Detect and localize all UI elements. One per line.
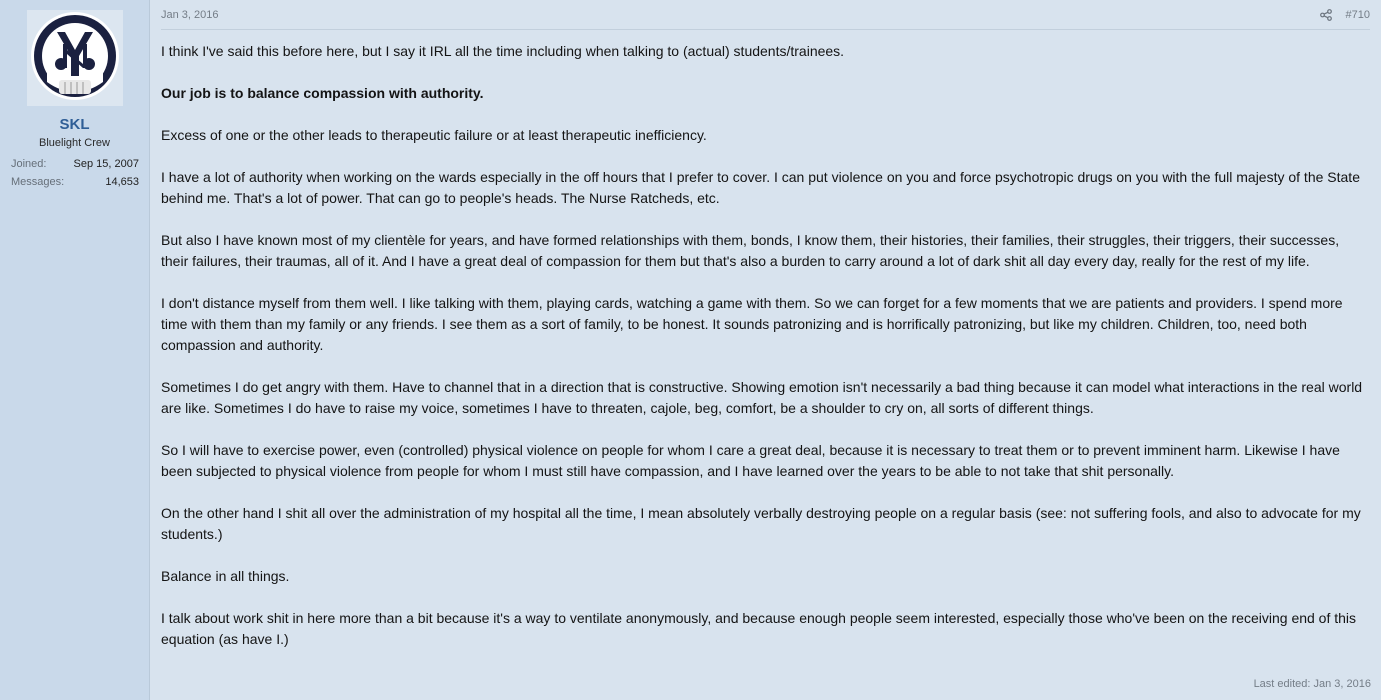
post-number-link[interactable]: #710 (1345, 8, 1370, 21)
post-header-actions (1320, 9, 1370, 21)
post-paragraph: I talk about work shit in here more than a bit because it's a way to ventilate anonymously, and because enough people seem interested, especially those who've been on the receiving end of this equation (as have I.) (161, 610, 1357, 647)
post-paragraph: So I will have to exercise power, even (controlled) physical violence on people for whom I care a great deal, because it is necessary to treat them or to prevent imminent harm. Likewise I have been subjected to physical violence from people for whom I must still have compassion, and I have learned over the years to be able to not take that shit personally. (161, 442, 1340, 479)
post-body (161, 30, 1370, 650)
post-paragraph: I think I've said this before here, but I say it IRL all the time including when talking to (actual) students/trainees. (161, 43, 845, 59)
stat-value: 14,653 (105, 176, 139, 188)
last-edited: Last edited: Jan 3, 2016 (1253, 678, 1371, 690)
post-header (161, 0, 1370, 30)
post-paragraph: But also I have known most of my clientèle for years, and have formed relationships with them, bonds, I know them, their histories, their families, their struggles, their triggers, their successes, their failures, their traumas, all of it. And I have a great deal of compassion for them but that's also a burden to carry around a lot of dark shit all day every day, really for the rest of my life. (161, 232, 1340, 269)
stat-label: Joined: (11, 158, 47, 170)
stat-joined (11, 155, 139, 173)
post-paragraph-bold: Our job is to balance compassion with authority. (161, 85, 484, 101)
post-main (150, 0, 1381, 700)
post-paragraph: I don't distance myself from them well. I like talking with them, playing cards, watching a game with them. So we can forget for a few moments that we are patients and providers. I spend more time with them than my family or any friends. I see them as a sort of family, to be honest. It sounds patronizing and is horrifically patronizing, but like my children. Children, too, need both compassion and authority. (161, 295, 1343, 353)
username[interactable]: SKL (59, 116, 90, 133)
user-sidebar (0, 0, 150, 700)
post-paragraph: Excess of one or the other leads to therapeutic failure or at least therapeutic inefficiency. (161, 127, 707, 143)
post-paragraph: Balance in all things. (161, 568, 290, 584)
stat-messages (11, 173, 139, 191)
post-date[interactable]: Jan 3, 2016 (161, 8, 219, 21)
user-title: Bluelight Crew (39, 137, 110, 149)
stat-value: Sep 15, 2007 (73, 158, 139, 170)
stat-label: Messages: (11, 176, 65, 188)
post-paragraph: On the other hand I shit all over the administration of my hospital all the time, I mean absolutely verbally destroying people on a regular basis (see: not suffering fools, and also to advocate for my students.) (161, 505, 1361, 542)
post-paragraph: Sometimes I do get angry with them. Have to channel that in a direction that is constructive. Showing emotion isn't necessarily a bad thing because it can model what interactions in the real world are like. Sometimes I do have to raise my voice, sometimes I have to threaten, cajole, beg, comfort, be a shoulder to cry on, all sorts of different things. (161, 379, 1363, 416)
steal-your-face-yankees-logo-icon (27, 10, 123, 106)
share-icon[interactable] (1320, 9, 1332, 21)
post-paragraph: I have a lot of authority when working on the wards especially in the off hours that I prefer to cover. I can put violence on you and force psychotropic drugs on you with the full majesty of the State behind me. That's a lot of power. That can go to people's heads. The Nurse Ratcheds, etc. (161, 169, 1360, 206)
user-stats (0, 155, 149, 191)
avatar[interactable] (27, 10, 123, 106)
